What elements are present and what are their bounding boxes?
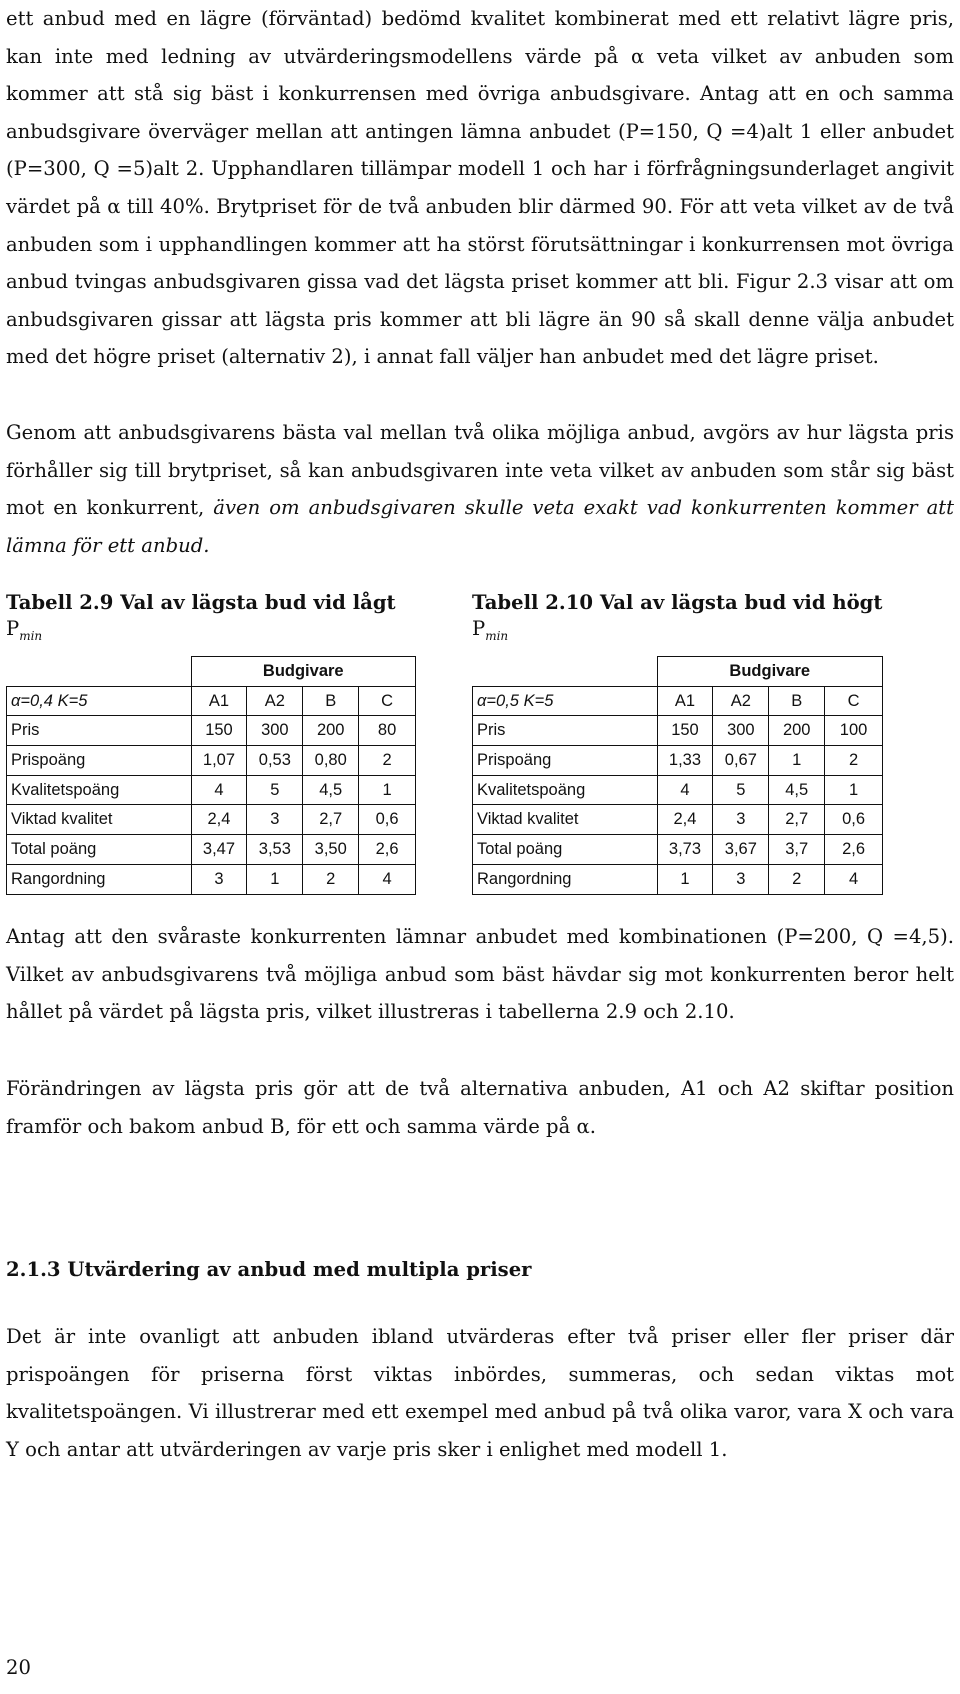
page-number: 20 xyxy=(6,1656,31,1679)
data-table xyxy=(6,656,416,895)
table-cell: 4,5 xyxy=(303,775,359,805)
column-header: C xyxy=(359,686,416,716)
table-cell: 3 xyxy=(191,864,247,894)
table-cell: 3,73 xyxy=(657,835,713,865)
table-cell: 100 xyxy=(825,716,883,746)
table-cell: 1 xyxy=(247,864,303,894)
header-blank-cell xyxy=(7,657,192,687)
table-cell: 2 xyxy=(359,746,416,776)
table-row xyxy=(473,864,883,894)
table-cell: 3,47 xyxy=(191,835,247,865)
table-cell: 4 xyxy=(191,775,247,805)
column-header: B xyxy=(769,686,825,716)
table-row xyxy=(7,775,416,805)
table-row xyxy=(7,835,416,865)
table-cell: 0,6 xyxy=(825,805,883,835)
row-label: Total poäng xyxy=(473,835,658,865)
column-header: A2 xyxy=(713,686,769,716)
column-header: A2 xyxy=(247,686,303,716)
section-heading: 2.1.3 Utvärdering av anbud med multipla priser xyxy=(6,1258,532,1281)
table-cell: 200 xyxy=(769,716,825,746)
table-cell: 4 xyxy=(359,864,416,894)
caption-text: Tabell 2.9 Val av lägsta bud vid lågt xyxy=(6,591,396,614)
table-cell: 80 xyxy=(359,716,416,746)
table-cell: 2,4 xyxy=(657,805,713,835)
table-cell: 1,33 xyxy=(657,746,713,776)
table-cell: 4,5 xyxy=(769,775,825,805)
row-label: Pris xyxy=(7,716,192,746)
table-cell: 150 xyxy=(657,716,713,746)
paragraph-text: Förändringen av lägsta pris gör att de två alternativa anbuden, A1 och A2 skiftar position framför och bakom anbud B, för ett och samma värde på α. xyxy=(6,1077,954,1138)
caption-pmin: $P_{min}$ xyxy=(472,617,509,643)
table-cell: 3 xyxy=(713,864,769,894)
table-cell: 5 xyxy=(713,775,769,805)
table-2-10 xyxy=(472,590,883,888)
column-header: C xyxy=(825,686,883,716)
alpha-label: α=0,4 K=5 xyxy=(7,686,192,716)
table-cell: 2 xyxy=(303,864,359,894)
table-row xyxy=(473,805,883,835)
alpha-label: α=0,5 K=5 xyxy=(473,686,658,716)
body-paragraph-3 xyxy=(6,918,954,1031)
table-cell: 1,07 xyxy=(191,746,247,776)
table-cell: 3 xyxy=(247,805,303,835)
row-label: Rangordning xyxy=(473,864,658,894)
table-cell: 1 xyxy=(825,775,883,805)
paragraph-italic-text: även om anbudsgivaren skulle veta exakt vad konkurrenten kommer att lämna för ett anbud. xyxy=(6,496,954,557)
table-cell: 0,6 xyxy=(359,805,416,835)
table-cell: 3,50 xyxy=(303,835,359,865)
paragraph-text: Antag att den svåraste konkurrenten lämnar anbudet med kombinationen (P=200, Q =4,5). Vilket av anbudsgivarens två möjliga anbud som bäst hävdar sig mot konkurrenten beror helt hållet på värdet på lägsta pris, vilket illustreras i tabellerna 2.9 och 2.10. xyxy=(6,925,954,1024)
table-caption xyxy=(472,590,882,649)
table-cell: 2,6 xyxy=(825,835,883,865)
paragraph-text: Genom att anbudsgivarens bästa val mellan två olika möjliga anbud, avgörs av hur lägsta pris förhåller sig till brytpriset, så kan anbudsgivaren inte veta vilket av anbuden som står sig bäst mot en konkurrent, xyxy=(6,421,954,520)
column-header: A1 xyxy=(191,686,247,716)
table-cell: 4 xyxy=(657,775,713,805)
header-blank-cell xyxy=(473,657,658,687)
body-paragraph-4 xyxy=(6,1070,954,1145)
column-header: A1 xyxy=(657,686,713,716)
table-cell: 3,53 xyxy=(247,835,303,865)
row-label: Kvalitetspoäng xyxy=(7,775,192,805)
row-label: Prispoäng xyxy=(473,746,658,776)
table-2-9 xyxy=(6,590,399,888)
table-cell: 2,7 xyxy=(303,805,359,835)
table-cell: 200 xyxy=(303,716,359,746)
table-header-row xyxy=(473,657,883,687)
row-label: Kvalitetspoäng xyxy=(473,775,658,805)
table-column-row xyxy=(473,686,883,716)
header-budgivare: Budgivare xyxy=(191,657,415,687)
table-header-row xyxy=(7,657,416,687)
table-row xyxy=(7,864,416,894)
table-row xyxy=(7,805,416,835)
table-cell: 0,80 xyxy=(303,746,359,776)
table-cell: 1 xyxy=(769,746,825,776)
table-cell: 2 xyxy=(825,746,883,776)
data-table xyxy=(472,656,883,895)
table-cell: 4 xyxy=(825,864,883,894)
table-cell: 300 xyxy=(247,716,303,746)
table-row xyxy=(473,746,883,776)
table-cell: 3,7 xyxy=(769,835,825,865)
paragraph-text: ett anbud med en lägre (förväntad) bedömd kvalitet kombinerat med ett relativt lägre pris, kan inte med ledning av utvärderingsmodellens värde på α veta vilket av anbuden som kommer att stå sig bäst i konkurrensen med övriga anbudsgivare. Antag att en och samma anbudsgivare överväger mellan att antingen lämna anbudet (P=150, Q =4)alt 1 eller anbudet (P=300, Q =5)alt 2. Upphandlaren tillämpar modell 1 och har i förfrågningsunderlaget angivit värdet på α till 40%. Brytpriset för de två anbuden blir därmed 90. För att veta vilket av de två anbuden som i upphandlingen kommer att ha störst förutsättningar i konkurrensen mot övriga anbud tvingas anbudsgivaren gissa vad det lägsta priset kommer att bli. Figur 2.3 visar att om anbudsgivaren gissar att lägsta pris kommer att bli lägre än 90 så skall denne välja anbudet med det högre priset (alternativ 2), i annat fall väljer han anbudet med det lägre priset. xyxy=(6,7,954,369)
row-label: Pris xyxy=(473,716,658,746)
table-cell: 2 xyxy=(769,864,825,894)
table-cell: 0,67 xyxy=(713,746,769,776)
table-cell: 300 xyxy=(713,716,769,746)
table-row xyxy=(473,775,883,805)
body-paragraph-2 xyxy=(6,414,954,564)
body-paragraph-5 xyxy=(6,1318,954,1468)
table-cell: 1 xyxy=(359,775,416,805)
caption-pmin: $P_{min}$ xyxy=(6,617,43,643)
paragraph-text: Det är inte ovanligt att anbuden ibland utvärderas efter två priser eller fler priser där prispoängen för priserna först viktas inbördes, summeras, och sedan viktas mot kvalitetspoängen. Vi illustrerar med ett exempel med anbud på två olika varor, vara X och vara Y och antar att utvärderingen av varje pris sker i enlighet med modell 1. xyxy=(6,1325,954,1461)
body-paragraph-1 xyxy=(6,0,954,376)
table-caption xyxy=(6,590,396,649)
column-header: B xyxy=(303,686,359,716)
table-cell: 2,6 xyxy=(359,835,416,865)
table-cell: 2,7 xyxy=(769,805,825,835)
table-row xyxy=(473,716,883,746)
row-label: Prispoäng xyxy=(7,746,192,776)
table-cell: 2,4 xyxy=(191,805,247,835)
table-row xyxy=(7,716,416,746)
table-cell: 0,53 xyxy=(247,746,303,776)
header-budgivare: Budgivare xyxy=(657,657,882,687)
table-cell: 5 xyxy=(247,775,303,805)
row-label: Viktad kvalitet xyxy=(7,805,192,835)
caption-text: Tabell 2.10 Val av lägsta bud vid högt xyxy=(472,591,883,614)
table-row xyxy=(473,835,883,865)
table-cell: 3 xyxy=(713,805,769,835)
table-cell: 3,67 xyxy=(713,835,769,865)
row-label: Total poäng xyxy=(7,835,192,865)
table-cell: 150 xyxy=(191,716,247,746)
row-label: Viktad kvalitet xyxy=(473,805,658,835)
row-label: Rangordning xyxy=(7,864,192,894)
table-cell: 1 xyxy=(657,864,713,894)
table-row xyxy=(7,746,416,776)
table-column-row xyxy=(7,686,416,716)
